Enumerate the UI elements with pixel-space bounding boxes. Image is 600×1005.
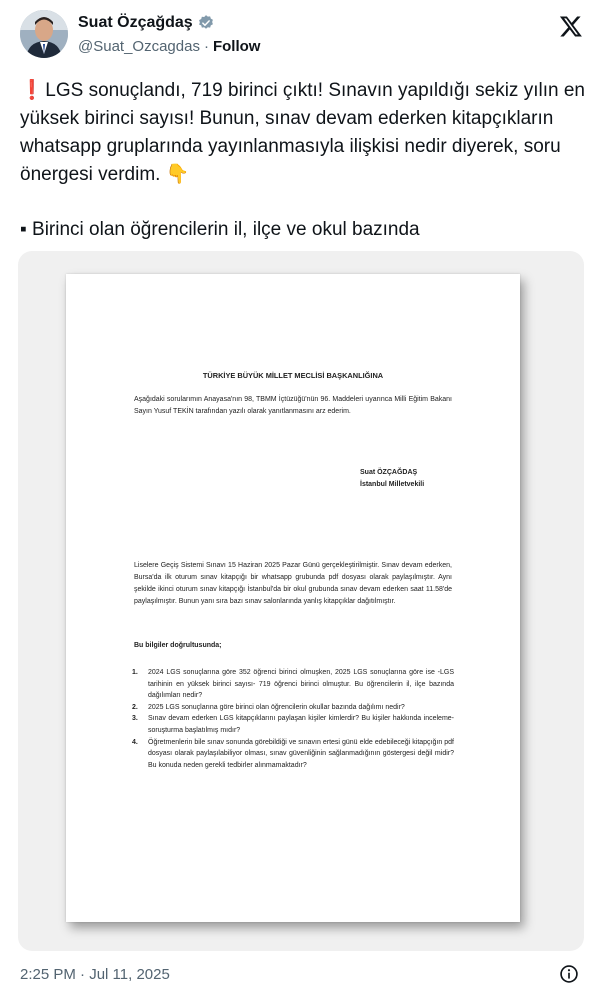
tweet-paragraph-1 <box>20 77 585 189</box>
signer-title: İstanbul Milletvekili <box>360 481 425 488</box>
signer-name: Suat ÖZÇAĞDAŞ <box>360 469 418 476</box>
x-logo-icon[interactable] <box>559 14 583 38</box>
avatar-image <box>20 10 68 58</box>
question-text: Sınav devam ederken LGS kitapçıklarını paylaşan kişiler kimlerdir? Bu kişiler hakkında inceleme-soruşturma başlatılmış mıdır? <box>148 715 454 734</box>
list-item <box>132 713 454 736</box>
document-signer <box>360 467 424 491</box>
question-text: Öğretmenlerin bile sınav sonunda görebildiği ve sınavın ertesi günü elde edebileceği kitapçığın pdf dosyası olarak paylaşılabiliyor olması, sınav güvenliğinin sağlanmadığının göstergesi değil midir? Bu konuda neden gerekli tedbirler alınmamaktadır? <box>148 738 454 769</box>
separator-dot: · <box>203 38 209 55</box>
timestamp[interactable]: 2:25 PM · Jul 11, 2025 <box>20 966 170 983</box>
list-item <box>132 667 454 702</box>
tweet-paragraph-1-text: LGS sonuçlandı, 719 birinci çıktı! Sınavın yapıldığı sekiz yılın en yüksek birinci sayısı! Bunun, sınav devam ederken kitapçıkların whatsapp gruplarında yayınlanmasıyla ilişkisi nedir diyerek, soru önergesi verdim. <box>20 80 585 185</box>
document-intro: Aşağıdaki sorularımın Anayasa'nın 98, TBMM İçtüzüğü'nün 96. Maddeleri uyarınca Milli Eğitim Bakanı Sayın Yusuf TEKİN tarafından yazılı olarak yanıtlanmasını arz ederim. <box>134 396 452 415</box>
document-body: Liselere Geçiş Sistemi Sınavı 15 Haziran 2025 Pazar Günü gerçekleştirilmiştir. Sınav devam ederken, Bursa'da ilk oturum sınav kitapçığı bir whatsapp grubunda pdf dosyası olarak paylaşılmıştır. Aynı şekilde ikinci oturum sınav kitapçığı İstanbul'da bir okul grubunda sınav devam ederken saat 11.58'de paylaşılmıştır. Bunun yanı sıra bazı sınav salonlarında yanlış kitapçıklar dağıtılmıştır. <box>134 562 452 605</box>
tweet-image[interactable] <box>18 251 584 951</box>
list-item <box>132 702 454 714</box>
avatar[interactable] <box>20 10 68 58</box>
tweet-text <box>20 77 585 244</box>
question-text: 2025 LGS sonuçlarına göre birinci olan öğrencilerin okullar bazında dağılımı nedir? <box>148 703 405 711</box>
author-handle[interactable]: @Suat_Ozcagdas <box>78 38 200 55</box>
document-page <box>66 274 520 922</box>
document-title: TÜRKİYE BÜYÜK MİLLET MECLİSİ BAŞKANLIĞINA <box>202 371 384 380</box>
tweet-header <box>20 10 585 62</box>
question-number: 1. <box>132 669 138 676</box>
list-item <box>132 737 454 772</box>
pointing-down-emoji-icon: 👇 <box>165 164 190 185</box>
tweet-paragraph-2 <box>20 216 585 244</box>
question-number: 4. <box>132 738 138 746</box>
follow-button[interactable]: Follow <box>212 38 261 55</box>
info-icon[interactable] <box>559 964 579 984</box>
tweet-paragraph-2-text: Birinci olan öğrencilerin il, ilçe ve okul bazında <box>32 219 420 240</box>
document-section-heading: Bu bilgiler doğrultusunda; <box>134 642 222 649</box>
verified-badge-icon <box>197 14 215 32</box>
exclamation-emoji-icon: ❗ <box>20 80 44 101</box>
name-row <box>78 14 215 32</box>
handle-row <box>78 38 260 55</box>
author-name[interactable]: Suat Özçağdaş <box>78 14 193 31</box>
question-number: 3. <box>132 715 138 723</box>
question-text: 2024 LGS sonuçlarına göre 352 öğrenci birinci olmuşken, 2025 LGS sonuçlarına göre ise -LGS tarihinin en yüksek birinci sayısı- 719 öğrenci birinci olmuştur. Bu öğrencilerin il, ilçe bazında dağılımları nedir? <box>148 669 454 700</box>
document-question-list <box>132 667 454 771</box>
question-number: 2. <box>132 703 138 711</box>
bullet-icon: ▪ <box>20 219 27 240</box>
